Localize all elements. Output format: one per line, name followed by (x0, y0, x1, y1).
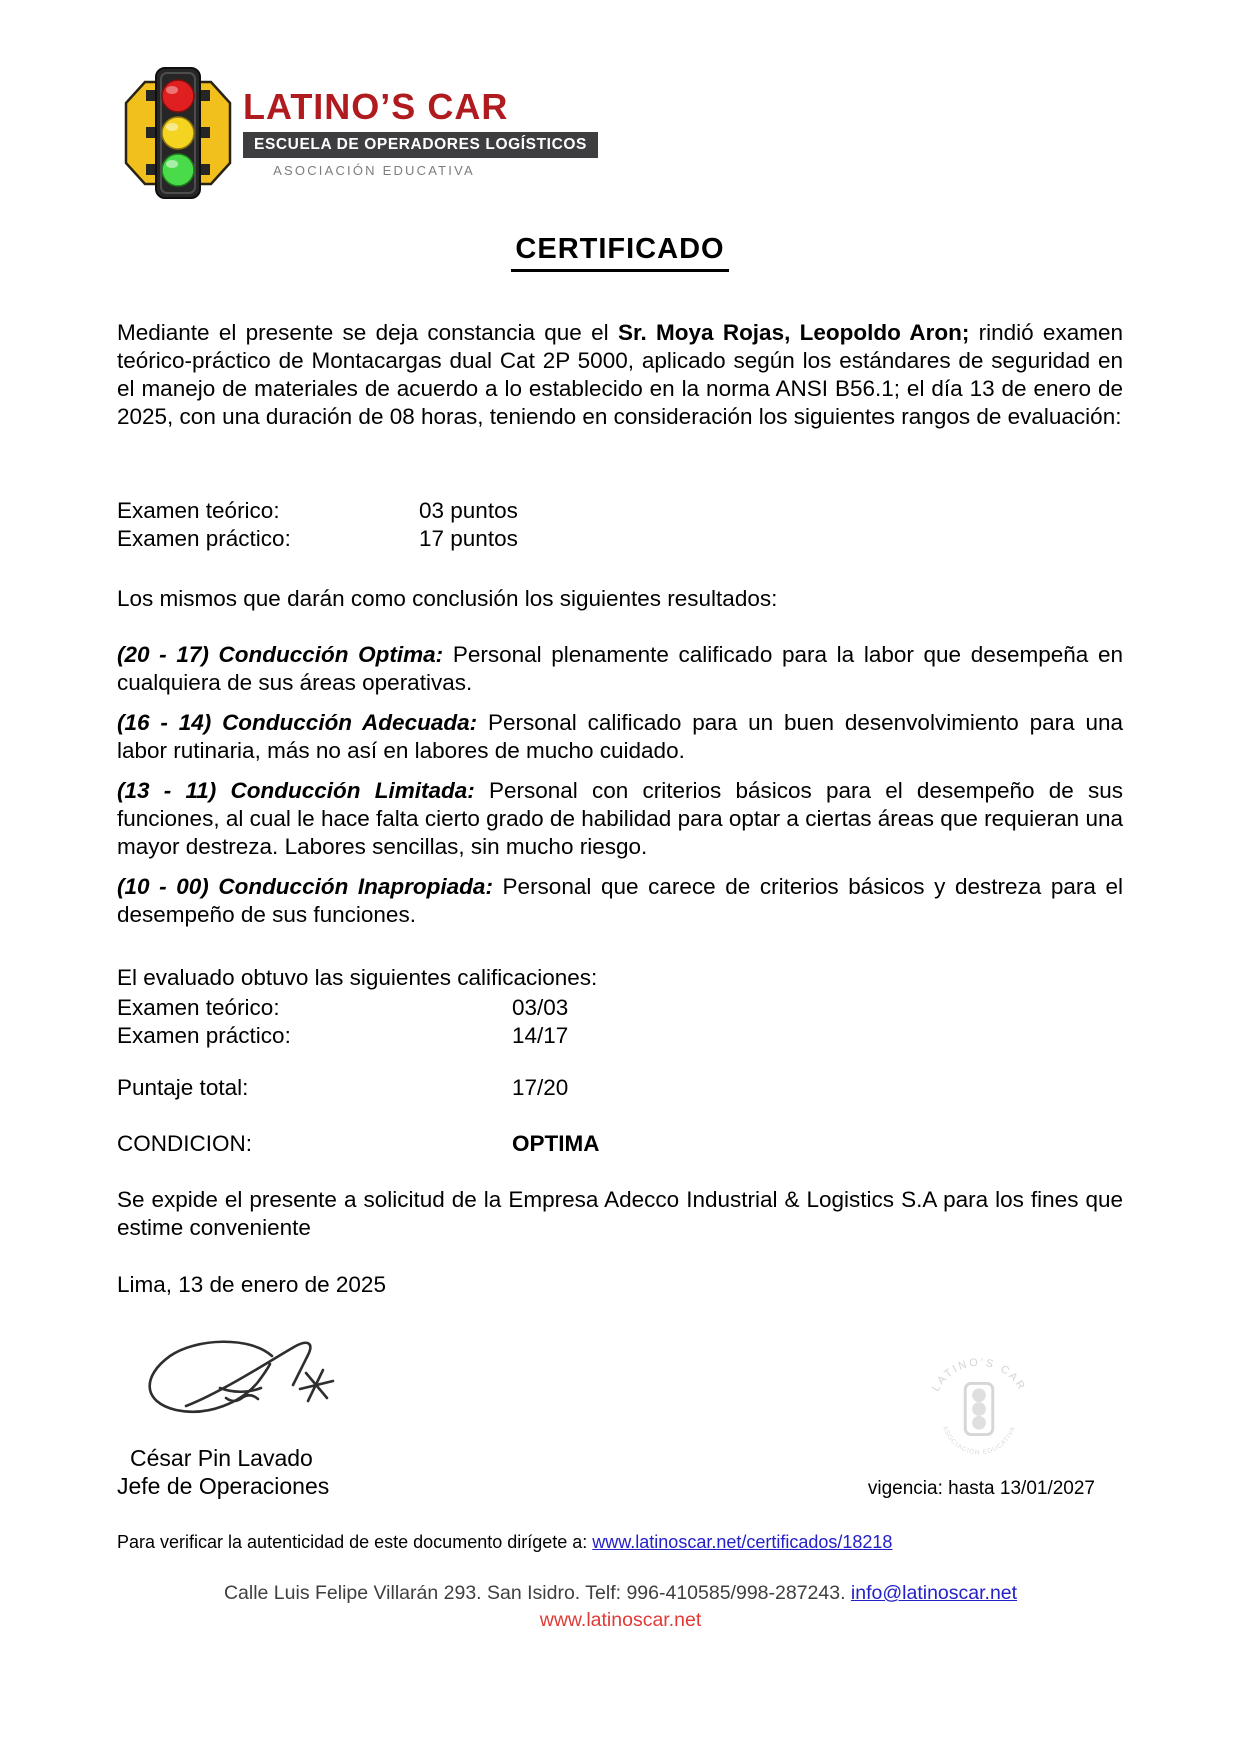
title-row (117, 233, 1123, 272)
range-body: Personal plenamente calificado para la labor que desempeña en cualquiera de sus áreas operativas. (117, 642, 1123, 695)
brand-subtitle-banner: ESCUELA DE OPERADORES LOGÍSTICOS (243, 132, 598, 158)
grade-value: 14/17 (512, 1023, 569, 1048)
intro-pre: Mediante el presente se deja constancia que el (117, 320, 618, 345)
brand-title: LATINO’S CAR (243, 86, 509, 127)
grade-value: 03/03 (512, 995, 569, 1020)
intro-post: rindió examen teórico-práctico de Montacargas dual Cat 2P 5000, aplicado según los estándares de seguridad en el manejo de materiales de acuerdo a lo establecido en la norma ANSI B56.1; el día 13 de enero de 2025, con una duración de 08 horas, teniendo en consideración los siguientes rangos de evaluación: (117, 320, 1123, 429)
score-label: Examen teórico: (117, 498, 280, 523)
total-label: Puntaje total: (117, 1075, 249, 1100)
watermark-seal-icon (920, 1350, 1038, 1468)
score-row (117, 525, 1123, 553)
range-header: (20 - 17) Conducción Optima: (117, 642, 444, 667)
brand-tagline: ASOCIACIÓN EDUCATIVA (273, 163, 475, 178)
certificate-verification-link[interactable]: www.latinoscar.net/certificados/18218 (592, 1532, 893, 1552)
brand-block (243, 88, 663, 178)
range-header: (16 - 14) Conducción Adecuada: (117, 710, 478, 735)
score-row (117, 497, 1123, 525)
grade-label: Examen teórico: (117, 995, 280, 1020)
signer-role: Jefe de Operaciones (117, 1473, 330, 1499)
condition-value: OPTIMA (512, 1131, 600, 1156)
range-paragraph (117, 709, 1123, 765)
grade-label: Examen práctico: (117, 1023, 291, 1048)
total-score-row (117, 1074, 1123, 1102)
range-header: (13 - 11) Conducción Limitada: (117, 778, 475, 803)
footer-address-line (0, 1582, 1241, 1605)
range-body: Personal calificado para un buen desenvolvimiento para una labor rutinaria, más no así en labores de mucho cuidado. (117, 710, 1123, 763)
svg-text:LATINO’S CAR (930, 1356, 1028, 1393)
results-intro: Los mismos que darán como conclusión los siguientes resultados: (117, 586, 778, 611)
grades-heading: El evaluado obtuvo las siguientes calificaciones: (117, 965, 598, 990)
range-body: Personal con criterios básicos para el desempeño de sus funciones, al cual le hace falta cierto grado de habilidad para optar a ciertas áreas que requieran una mayor destreza. Labores sencillas, sin mucho riesgo. (117, 778, 1123, 859)
place-date: Lima, 13 de enero de 2025 (117, 1272, 386, 1297)
total-value: 17/20 (512, 1075, 569, 1100)
ranges-section (117, 641, 1123, 941)
range-paragraph (117, 641, 1123, 697)
issue-paragraph: Se expide el presente a solicitud de la Empresa Adecco Industrial & Logistics S.A para los fines que estime conveniente (117, 1187, 1123, 1240)
score-value: 03 puntos (419, 498, 518, 523)
footer-address: Calle Luis Felipe Villarán 293. San Isidro. Telf: 996-410585/998-287243. (223, 1582, 851, 1604)
condition-row (117, 1130, 1123, 1158)
score-label: Examen práctico: (117, 526, 291, 551)
verification-line (117, 1532, 892, 1553)
verification-text: Para verificar la autenticidad de este documento dirígete a: (117, 1532, 593, 1552)
range-paragraph (117, 873, 1123, 929)
person-name: Sr. Moya Rojas, Leopoldo Aron; (617, 320, 970, 345)
intro-paragraph (117, 319, 1123, 431)
condition-label: CONDICION: (117, 1131, 252, 1156)
range-paragraph (117, 777, 1123, 861)
footer-email-link[interactable]: info@latinoscar.net (850, 1582, 1018, 1604)
range-body: Personal que carece de criterios básicos y destreza para el desempeño de sus funciones. (117, 874, 1123, 927)
footer-website: www.latinoscar.net (539, 1609, 702, 1631)
watermark-top-text: LATINO’S CAR (929, 1356, 1029, 1394)
signer-name: César Pin Lavado (130, 1445, 313, 1471)
grade-row (117, 994, 1123, 1022)
document-title: CERTIFICADO (511, 233, 728, 272)
range-header: (10 - 00) Conducción Inapropiada: (117, 874, 493, 899)
validity-text: vigencia: hasta 13/01/2027 (867, 1478, 1095, 1499)
signature-icon (130, 1332, 348, 1424)
traffic-light-logo-icon (122, 66, 234, 200)
svg-text:ASOCIACIÓN EDUCATIVA (941, 1425, 1017, 1456)
watermark-bottom-text: ASOCIACIÓN EDUCATIVA (940, 1425, 1018, 1457)
score-value: 17 puntos (419, 526, 518, 551)
grade-row (117, 1022, 1123, 1050)
